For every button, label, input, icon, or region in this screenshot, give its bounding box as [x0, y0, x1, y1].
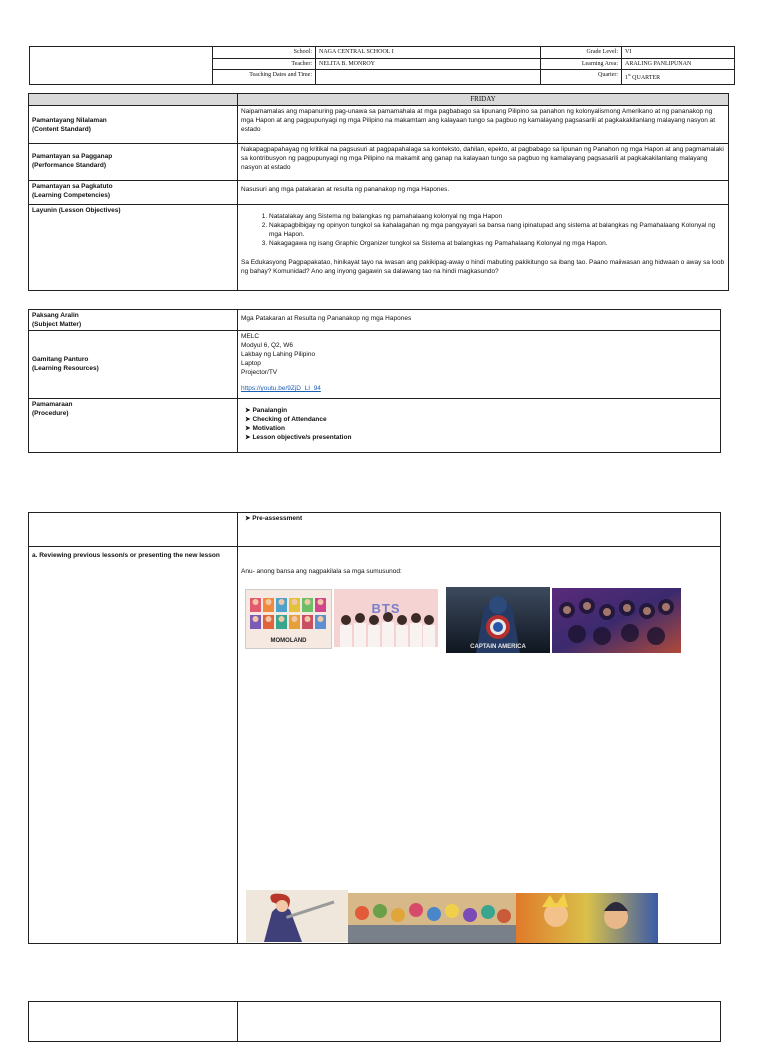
- grade-label: Grade Level:: [541, 47, 622, 59]
- bts-caption: BTS: [371, 601, 401, 616]
- teacher-label: Teacher:: [213, 58, 316, 70]
- resources-cell: [238, 331, 721, 399]
- procedure-item: ➤ Checking of Attendance: [245, 415, 717, 424]
- dates-value: [316, 70, 541, 85]
- review-label: a. Reviewing previous lesson/s or presenting the new lesson: [29, 547, 238, 944]
- subject-table: [28, 309, 721, 453]
- standards-table: [28, 93, 729, 291]
- activity-table: [28, 512, 721, 944]
- momoland-caption: MOMOLAND: [270, 638, 307, 644]
- procedure-item: ➤ Panalangin: [245, 406, 717, 415]
- next-label-cell: [29, 1002, 238, 1042]
- objective-item: 1. Natatalakay ang Sistema ng balangkas ng pamahalaang kolonyal ng mga Hapon: [269, 212, 725, 221]
- quarter-num: 1: [625, 75, 628, 81]
- next-content-cell: [238, 1002, 721, 1042]
- procedure-cell: [238, 399, 721, 453]
- bts-image: [334, 589, 438, 647]
- day-header-blank: [29, 94, 238, 106]
- competencies-text: Nasusuri ang mga patakaran at resulta ng pananakop ng mga Hapones.: [238, 181, 729, 205]
- resources-label: Gamitang Panturo (Learning Resources): [29, 331, 238, 399]
- content-standard-text: Naipamamalas ang mapanuring pag-unawa sa pamamahala at mga pagbabago sa lipunang Pilipino sa panahon ng kolonyalismong Amerikano at ng pananakop ng mga Hapon at ang pagpupunyagi ng mga Pilipino na makamtam ang kalayaan tungo sa pagbuo ng kamalayang pagsasarili at pagkakakilanlang malayang nasyon at estado: [238, 106, 729, 144]
- procedure-label: Pamamaraan (Procedure): [29, 399, 238, 453]
- objectives-list: [255, 212, 725, 248]
- resource-item: Modyul 6, Q2, W6: [241, 342, 294, 349]
- review-question: Anu- anong bansa ang nagpakilala sa mga sumusunod:: [241, 568, 402, 575]
- competencies-label: Pamantayan sa Pagkatuto (Learning Competencies): [29, 181, 238, 205]
- objective-item: 2. Nakapagbibigay ng opinyon tungkol sa kahalagahan ng mga pangyayari sa bansa nang ipinatupad ang sistema at balangkas ng Pamahalaang Kolonyal ng mga Hapon.: [269, 221, 725, 239]
- quarter-rest: QUARTER: [630, 75, 661, 81]
- procedure-item: ➤ Motivation: [245, 424, 717, 433]
- resource-item: Lakbay ng Lahing Pilipino: [241, 351, 316, 358]
- next-table: [28, 1001, 721, 1042]
- pre-assessment: Pre-assessment: [252, 515, 303, 522]
- avengers-image: [552, 588, 681, 653]
- teacher-value: NELITA B. MONROY: [316, 58, 541, 70]
- dates-label: Teaching Dates and Time:: [213, 70, 316, 85]
- objectives-note: Sa Edukasyong Pagpapakatao, hinikayat tayo na iwasan ang pakikipag-away o hindi mabuting pakikitungo sa ibang tao. Paano maiiwasan ang hidwaan o away sa loob ng bahay? Komunidad? Ano ang inyong gagawin sa dalawang tao na hindi magkasundo?: [241, 259, 725, 275]
- procedure-list: [245, 406, 717, 442]
- subject-label: Paksang Aralin (Subject Matter): [29, 310, 238, 331]
- day-header: FRIDAY: [238, 94, 729, 106]
- resource-item: Laptop: [241, 360, 261, 367]
- area-value: ARALING PANLIPUNAN: [622, 58, 735, 70]
- naruto-image: [516, 893, 658, 943]
- grade-value: VI: [622, 47, 735, 59]
- header-table: [29, 46, 735, 85]
- header-blank-cell: [30, 47, 213, 85]
- pre-assessment-cell: ➤ Pre-assessment: [238, 513, 721, 547]
- activity-blank-cell: [29, 513, 238, 547]
- captain-america-image: [446, 587, 550, 653]
- school-value: NAGA CENTRAL SCHOOL I: [316, 47, 541, 59]
- quarter-value: [622, 70, 735, 85]
- objectives-label: Layunin (Lesson Objectives): [29, 205, 238, 291]
- quarter-label: Quarter:: [541, 70, 622, 85]
- one-piece-image: [348, 893, 516, 943]
- performance-standard-label: Pamantayan sa Pagganap (Performance Standard): [29, 144, 238, 181]
- subject-value: Mga Patakaran at Resulta ng Pananakop ng mga Hapones: [238, 310, 721, 331]
- objectives-cell: [238, 205, 729, 291]
- resource-item: Projector/TV: [241, 369, 278, 376]
- content-standard-label: Pamantayang Nilalaman (Content Standard): [29, 106, 238, 144]
- school-label: School:: [213, 47, 316, 59]
- area-label: Learning Area:: [541, 58, 622, 70]
- procedure-item: ➤ Lesson objective/s presentation: [245, 433, 717, 442]
- captain-caption: CAPTAIN AMERICA: [470, 644, 526, 650]
- performance-standard-text: Nakapagpapahayag ng kritikal na pagsusuri at pagpapahalaga sa konteksto, dahilan, epekto, at pagbabago sa lipunan ng Panahon ng mga Hapon at ang pagmamalaki sa kontribusyon ng pagpupunyagi ng mga Pilipino na makamit ang ganap na kalayaan tungo sa pagbuo ng kamalayang pagsasarili at pagkakakilanlang malayang nasyon at estado: [238, 144, 729, 181]
- resource-item: MELC: [241, 333, 260, 340]
- samurai-x-image: [246, 890, 348, 942]
- momoland-image: [245, 589, 332, 649]
- objective-item: 3. Nakagagawa ng isang Graphic Organizer tungkol sa Sistema at balangkas ng Pamahalaang Kolonyal ng mga Hapon.: [269, 239, 725, 248]
- resource-link[interactable]: https://youtu.be/9ZjD_LI_94: [241, 385, 321, 392]
- quarter-sup: st: [628, 72, 631, 77]
